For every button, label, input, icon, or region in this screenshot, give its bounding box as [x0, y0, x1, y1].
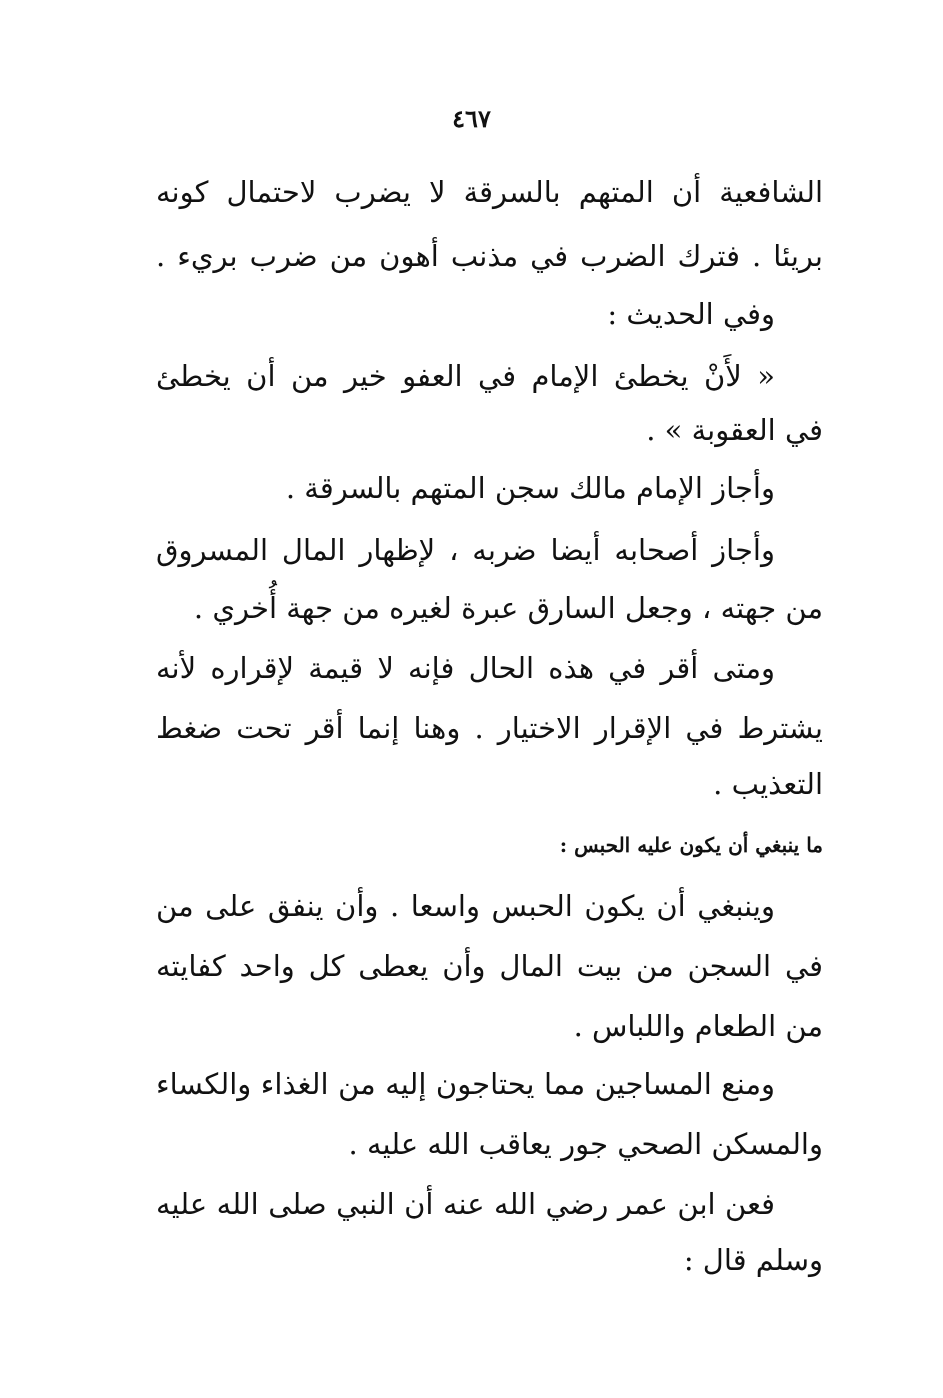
- hadith-quote-line: « لأَنْ يخطئ الإمام في العفو خير من أن يخطئ: [156, 359, 775, 393]
- text-line: من جهته ، وجعل السارق عبرة لغيره من جهة أُخري .: [193, 591, 823, 625]
- hadith-quote-line: في العقوبة » .: [646, 413, 823, 447]
- text-line: من الطعام واللباس .: [573, 1009, 823, 1043]
- text-line: في السجن من بيت المال وأن يعطى كل واحد كفايته: [156, 949, 823, 983]
- section-heading: ما ينبغي أن يكون عليه الحبس :: [559, 833, 823, 857]
- text-line: بريئا . فترك الضرب في مذنب أهون من ضرب بريء .: [156, 239, 823, 273]
- text-line: وفي الحديث :: [607, 297, 775, 331]
- text-line: والمسكن الصحي جور يعاقب الله عليه .: [348, 1127, 823, 1161]
- text-line: وينبغي أن يكون الحبس واسعا . وأن ينفق على من: [156, 889, 775, 923]
- text-line: ومتى أقر في هذه الحال فإنه لا قيمة لإقراره لأنه: [156, 651, 775, 685]
- text-line: فعن ابن عمر رضي الله عنه أن النبي صلى الله عليه: [156, 1187, 775, 1221]
- text-line: وسلم قال :: [683, 1243, 823, 1277]
- text-line: وأجاز أصحابه أيضا ضربه ، لإظهار المال المسروق: [156, 533, 775, 567]
- text-line: يشترط في الإقرار الاختيار . وهنا إنما أقر تحت ضغط: [156, 711, 823, 745]
- text-line: التعذيب .: [713, 767, 823, 801]
- text-line: وأجاز الإمام مالك سجن المتهم بالسرقة .: [285, 471, 775, 505]
- text-line: الشافعية أن المتهم بالسرقة لا يضرب لاحتمال كونه: [156, 175, 823, 209]
- page-number: ٤٦٧: [452, 104, 491, 133]
- text-line: ومنع المساجين مما يحتاجون إليه من الغذاء والكساء: [156, 1067, 775, 1101]
